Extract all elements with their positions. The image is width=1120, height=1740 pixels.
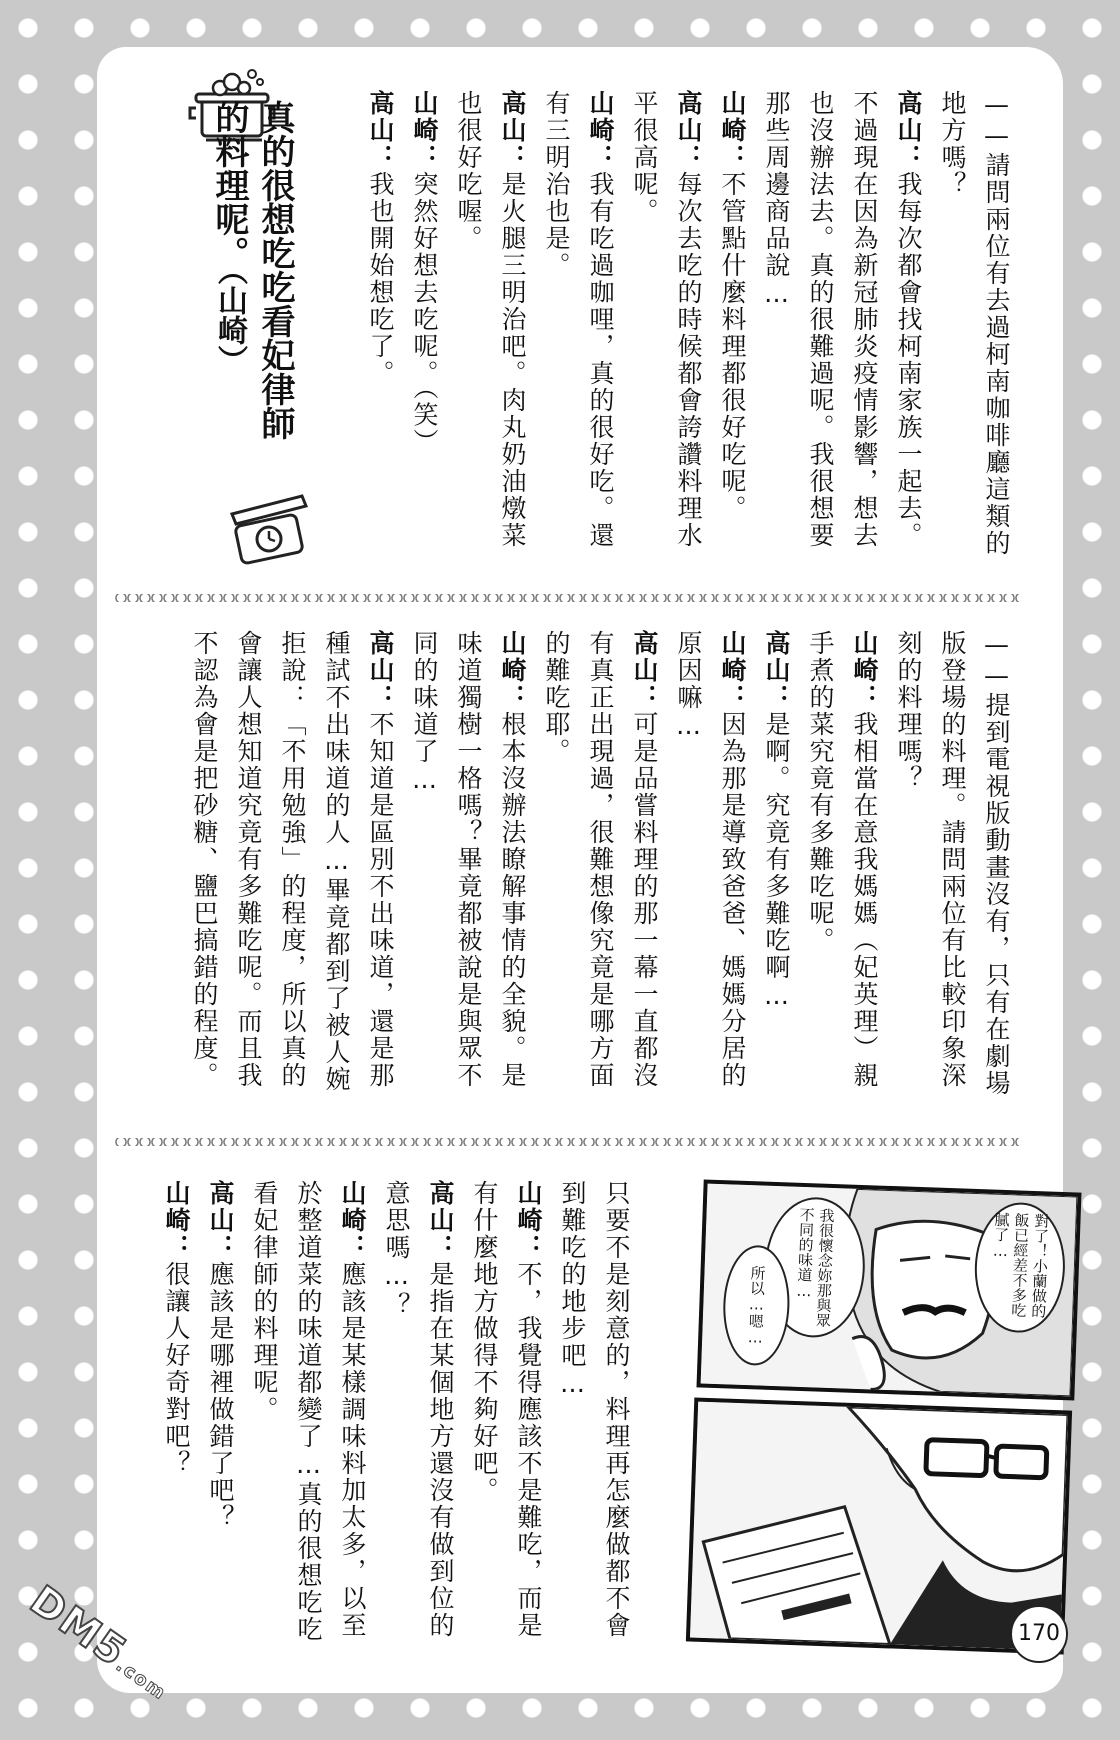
- dialogue-line: 山崎：不管點什麼料理都很好吃呢。: [718, 90, 747, 522]
- dialogue-line: 高山：應該是哪裡做錯了吧？: [206, 1180, 235, 1531]
- dialogue-line: 高山：可是品嘗料理的那一幕一直都沒有真正出現過，很難想像究竟是哪方面的難吃耶。: [542, 630, 659, 1089]
- section-divider: [115, 594, 1020, 602]
- speech-bubble-1: 對了！小蘭做的飯已經差不多吃膩了…: [973, 1201, 1067, 1334]
- dialogue-line: 高山：不知道是區別不出味道，還是那種試不出味道的人…畢竟都到了被人婉拒說：「不用勉強」的程度，所以真的會讓人想知道究竟有多難吃呢。而且我不認為會是把砂糖、鹽巴搞錯的程度。: [190, 630, 395, 1093]
- dialogue-line: 山崎：我相當在意我媽媽（妃英理）親手煮的菜究竟有多難吃呢。: [806, 630, 879, 1089]
- speech-bubble-2: 我很懷念妳那與眾不同的味道…: [762, 1196, 867, 1339]
- section1-question: ——請問兩位有去過柯南咖啡廳這類的地方嗎？: [938, 90, 1011, 557]
- kitchen-scale-icon: [224, 486, 314, 566]
- dialogue-line: 山崎：我有吃過咖哩，真的很好吃。還有三明治也是。: [542, 90, 615, 549]
- site-watermark: DM5.com: [21, 1577, 171, 1705]
- dialogue-line: 高山：是指在某個地方還沒有做到位的意思嗎…？: [382, 1180, 455, 1639]
- dialogue-line: 高山：我也開始想吃了。: [366, 90, 395, 387]
- dialogue-line: 只要不是刻意的，料理再怎麼做都不會到難吃的地步吧…: [558, 1180, 631, 1639]
- speech-bubble-3: 所以…嗯…: [721, 1244, 791, 1366]
- dialogue-line: 高山：是火腿三明治吧。肉丸奶油燉菜也很好吃喔。: [454, 90, 527, 549]
- page-number: 170: [1010, 1605, 1068, 1663]
- manga-panel-bottom: [686, 1397, 1072, 1654]
- section-divider: [115, 1138, 1020, 1146]
- dialogue-line: 高山：我每次都會找柯南家族一起去。不過現在因為新冠肺炎疫情影響，想去也沒辦法去。真的很難過呢。我很想要那些周邊商品說…: [762, 90, 923, 549]
- dialogue-line: 山崎：根本沒辦法瞭解事情的全貌。是味道獨樹一格嗎？畢竟都被說是與眾不同的味道了…: [410, 630, 527, 1089]
- dialogue-line: 山崎：突然好想去吃呢。（笑）: [410, 90, 439, 456]
- dialogue-line: 高山：每次去吃的時候都會誇讚料理水平很高呢。: [630, 90, 703, 549]
- callout-attribution: （山崎）: [212, 270, 247, 375]
- section3-text: [118, 1180, 638, 1650]
- dialogue-line: 山崎：很讓人好奇對吧？: [162, 1180, 191, 1477]
- dialogue-line: 山崎：不，我覺得應該不是難吃，而是有什麼地方做得不夠好吧。: [470, 1180, 543, 1639]
- manga-panel-top: [696, 1179, 1081, 1400]
- dialogue-line: 山崎：應該是某樣調味料加太多，以至於整道菜的味道都變了…真的很想吃吃看妃律師的料理呢。: [250, 1180, 367, 1643]
- dialogue-line: 山崎：因為那是導致爸爸、媽媽分居的原因嘛…: [674, 630, 747, 1089]
- woman-reading-illustration: [690, 1402, 1068, 1651]
- callout-quote: 真的很想吃吃看妃律師的料理呢。（山崎）: [209, 100, 295, 440]
- dialogue-line: 高山：是啊。究竟有多難吃啊…: [762, 630, 791, 1012]
- section1-text: [318, 90, 1018, 560]
- section2-text: [118, 630, 1018, 1100]
- section2-question: ——提到電視版動畫沒有，只有在劇場版登場的料理。請問兩位有比較印象深刻的料理嗎？: [894, 630, 1011, 1097]
